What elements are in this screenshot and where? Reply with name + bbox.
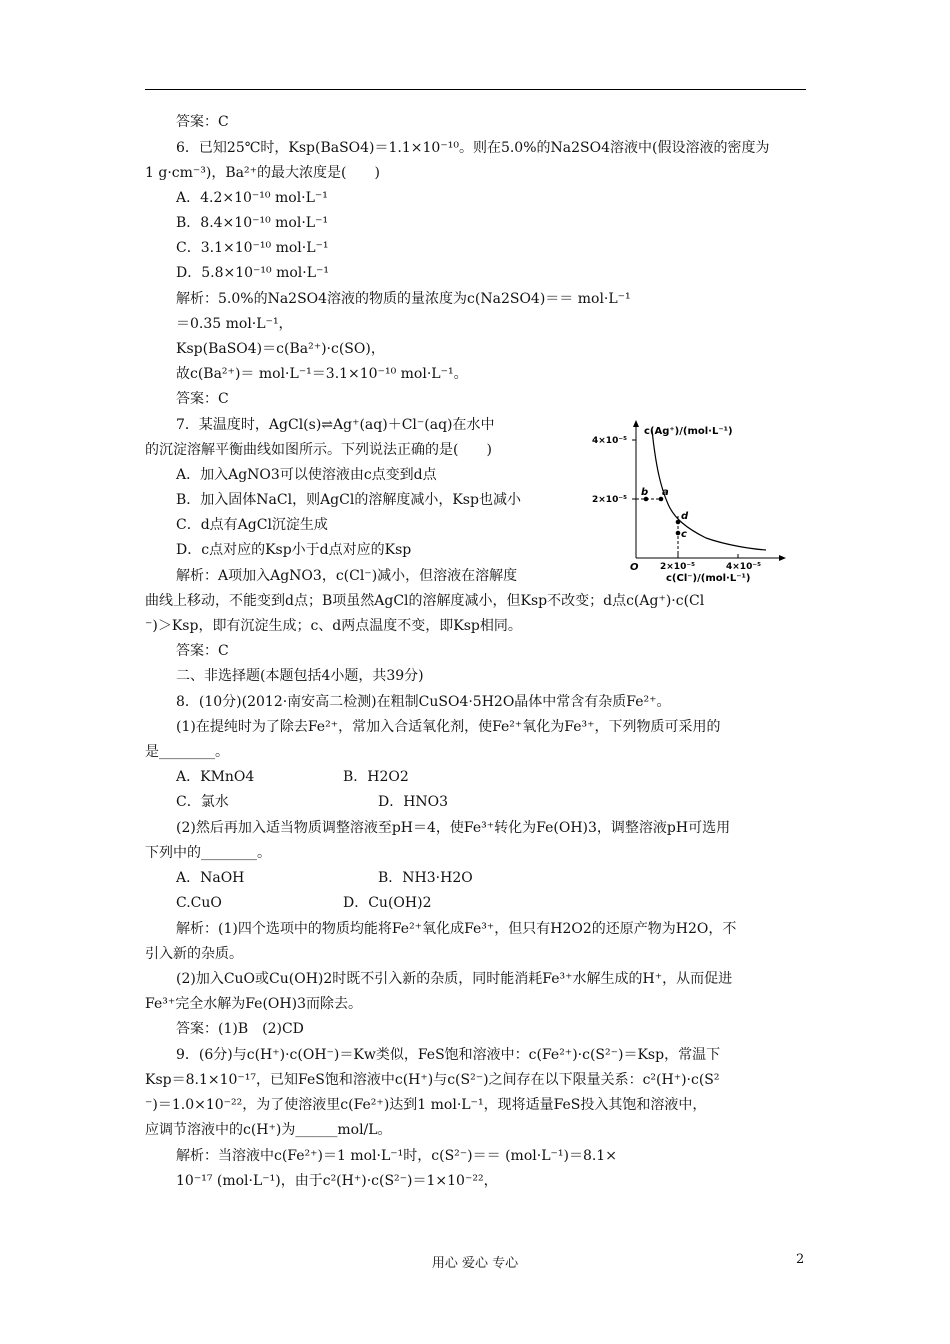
text-line: 下列中的________。 <box>145 845 271 861</box>
text-line: B．加入固体NaCl，则AgCl的溶解度减小，Ksp也减小 <box>176 492 521 508</box>
text-line: A．KMnO4 <box>176 769 255 785</box>
text-line: Ksp＝8.1×10⁻¹⁷，已知FeS饱和溶液中c(H⁺)与c(S²⁻)之间存在以下限量关系：c²(H⁺)·c(S² <box>145 1072 720 1088</box>
text-line: 应调节溶液中的c(H⁺)为______mol/L。 <box>145 1122 392 1138</box>
text-line: B．H2O2 <box>343 769 409 785</box>
point-d-marker <box>676 520 681 525</box>
text-line: 解析：5.0%的Na2SO4溶液的物质的量浓度为c(Na2SO4)＝＝ mol·L⁻¹ <box>176 291 631 307</box>
header-rule <box>145 89 806 90</box>
text-line: 答案：C <box>176 114 229 130</box>
point-c-label: c <box>681 529 687 540</box>
text-line: B．8.4×10⁻¹⁰ mol·L⁻¹ <box>176 215 329 231</box>
point-a-label: a <box>662 487 669 498</box>
origin-label: O <box>630 562 639 573</box>
text-line: (1)在提纯时为了除去Fe²⁺，常加入合适氧化剂，使Fe²⁺氧化为Fe³⁺，下列物质可采用的 <box>176 719 721 735</box>
y-axis-arrow <box>633 420 639 427</box>
text-line: 1 g·cm⁻³)，Ba²⁺的最大浓度是( ) <box>145 165 380 181</box>
text-line: D．Cu(OH)2 <box>343 895 432 911</box>
x-tick-right-label: 4×10⁻⁵ <box>726 562 762 572</box>
text-line: C．3.1×10⁻¹⁰ mol·L⁻¹ <box>176 240 329 256</box>
text-line: 9．(6分)与c(H⁺)·c(OH⁻)＝Kw类似，FeS饱和溶液中：c(Fe²⁺)·c(S²⁻)＝Ksp，常温下 <box>176 1047 721 1063</box>
text-line: 10⁻¹⁷ (mol·L⁻¹)，由于c²(H⁺)·c(S²⁻)＝1×10⁻²²， <box>176 1173 498 1189</box>
page-number: 2 <box>796 1252 805 1267</box>
text-line: C．d点有AgCl沉淀生成 <box>176 517 328 533</box>
text-line: D．5.8×10⁻¹⁰ mol·L⁻¹ <box>176 265 330 281</box>
text-line: B．NH3·H2O <box>378 870 473 886</box>
text-line: 的沉淀溶解平衡曲线如图所示。下列说法正确的是( ) <box>145 442 492 458</box>
text-line: 是________。 <box>145 744 229 760</box>
text-line: 故c(Ba²⁺)＝ mol·L⁻¹＝3.1×10⁻¹⁰ mol·L⁻¹。 <box>176 366 468 382</box>
text-line: ⁻)＞Ksp，即有沉淀生成；c、d两点温度不变，即Ksp相同。 <box>145 618 522 634</box>
solubility-curve <box>652 430 766 550</box>
text-line: Fe³⁺完全水解为Fe(OH)3而除去。 <box>145 996 362 1012</box>
text-line: A．4.2×10⁻¹⁰ mol·L⁻¹ <box>176 190 328 206</box>
text-line: 答案：C <box>176 643 229 659</box>
text-line: A．NaOH <box>176 870 245 886</box>
text-line: 解析：当溶液中c(Fe²⁺)＝1 mol·L⁻¹时，c(S²⁻)＝＝ (mol·L⁻¹)＝8.1× <box>176 1148 617 1164</box>
text-line: D．HNO3 <box>378 794 449 810</box>
x-axis-label: c(Cl⁻)/(mol·L⁻¹) <box>666 573 751 584</box>
point-d-label: d <box>681 511 689 522</box>
text-line: 二、非选择题(本题包括4小题，共39分) <box>176 668 424 684</box>
text-line: 曲线上移动，不能变到d点；B项虽然AgCl的溶解度减小，但Ksp不改变；d点c(Ag⁺)·c(Cl <box>145 593 705 609</box>
text-line: 解析：A项加入AgNO3，c(Cl⁻)减小，但溶液在溶解度 <box>176 568 518 584</box>
text-line: (2)然后再加入适当物质调整溶液至pH＝4，使Fe³⁺转化为Fe(OH)3，调整溶液pH可选用 <box>176 820 731 836</box>
text-line: 6．已知25℃时，Ksp(BaSO4)＝1.1×10⁻¹⁰。则在5.0%的Na2SO4溶液中(假设溶液的密度为 <box>176 140 770 156</box>
text-line: C.CuO <box>176 895 222 911</box>
text-line: 7．某温度时，AgCl(s)⇌Ag⁺(aq)＋Cl⁻(aq)在水中 <box>176 417 495 433</box>
point-c-marker <box>676 531 681 536</box>
text-line: C．氯水 <box>176 794 229 810</box>
y-tick-mid-label: 2×10⁻⁵ <box>592 495 628 505</box>
solubility-curve-figure <box>586 418 786 588</box>
text-line: 答案：C <box>176 391 229 407</box>
footer-slogan: 用心 爱心 专心 <box>431 1256 519 1271</box>
text-line: ＝0.35 mol·L⁻¹， <box>176 316 293 332</box>
text-line: 解析：(1)四个选项中的物质均能将Fe²⁺氧化成Fe³⁺，但只有H2O2的还原产物为H2O，不 <box>176 921 737 937</box>
text-line: (2)加入CuO或Cu(OH)2时既不引入新的杂质，同时能消耗Fe³⁺水解生成的H⁺，从而促进 <box>176 971 733 987</box>
text-line: 8．(10分)(2012·南安高二检测)在粗制CuSO4·5H2O晶体中常含有杂质Fe²⁺。 <box>176 694 671 710</box>
y-tick-top-label: 4×10⁻⁵ <box>592 436 628 446</box>
point-b-label: b <box>641 487 649 498</box>
text-line: Ksp(BaSO4)＝c(Ba²⁺)·c(SO)， <box>176 341 385 357</box>
x-axis-arrow <box>779 555 786 561</box>
text-line: 引入新的杂质。 <box>145 946 243 962</box>
text-line: D．c点对应的Ksp小于d点对应的Ksp <box>176 542 412 558</box>
text-line: A．加入AgNO3可以使溶液由c点变到d点 <box>176 467 437 483</box>
text-line: 答案：(1)B (2)CD <box>176 1021 304 1037</box>
y-axis-label: c(Ag⁺)/(mol·L⁻¹) <box>644 426 733 437</box>
text-line: ⁻)＝1.0×10⁻²²，为了使溶液里c(Fe²⁺)达到1 mol·L⁻¹，现将适量FeS投入其饱和溶液中， <box>145 1097 707 1113</box>
x-tick-mid-label: 2×10⁻⁵ <box>660 562 696 572</box>
